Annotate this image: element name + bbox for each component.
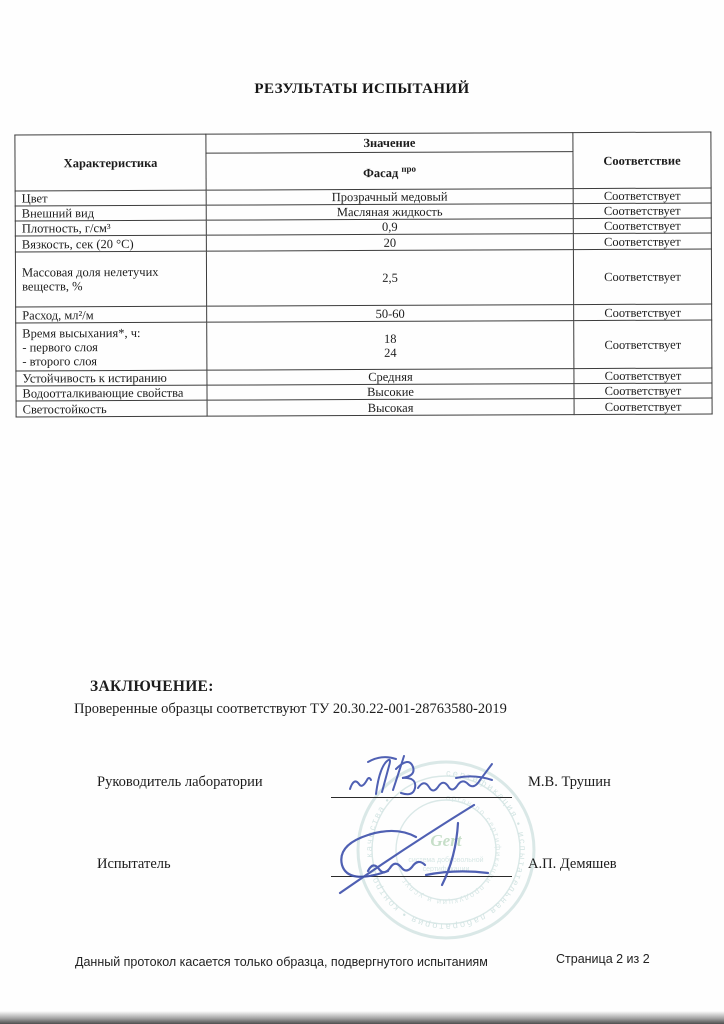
results-table: [14, 131, 712, 417]
signature-ink-tester: [326, 795, 506, 900]
svg-text:система добровольной: система добровольной: [408, 857, 484, 864]
cell-value: 18 24: [207, 321, 574, 371]
table-row: [15, 249, 711, 307]
product-name: Фасад: [363, 165, 399, 181]
cell-characteristic: Вязкость, сек (20 °С): [15, 235, 206, 252]
cell-compliance: Соответствует: [574, 383, 712, 399]
col-header-product: [206, 152, 573, 191]
cell-value: 0,9: [206, 219, 573, 236]
svg-text:сертификация • испытательная л: сертификация • испытательная лаборатория • контроль качества •: [363, 767, 528, 933]
svg-text:сертификации: сертификации: [422, 866, 470, 873]
cell-value: Средняя: [207, 369, 574, 386]
cell-characteristic: Водоотталкивающие свойства: [16, 385, 207, 401]
cell-compliance: Соответствует: [574, 398, 712, 415]
svg-text:орган по сертификации продукци: орган по сертификации продукции и услуг: [398, 792, 504, 908]
cell-value: Высокие: [207, 384, 574, 401]
footer-note: Данный протокол касается только образца, подвергнутого испытаниям: [75, 955, 488, 969]
signature-name-tester: А.П. Демяшев: [528, 856, 617, 872]
product-name-superscript: про: [401, 163, 417, 174]
cell-compliance: Соответствует: [574, 368, 712, 384]
cell-characteristic: Устойчивость к истиранию: [16, 370, 207, 386]
results-table-body: [15, 188, 712, 417]
cell-compliance: Соответствует: [573, 233, 711, 250]
cell-compliance: Соответствует: [574, 304, 712, 321]
signature-name-lab-head: М.В. Трушин: [528, 774, 611, 790]
cell-compliance: Соответствует: [573, 249, 711, 305]
page-indicator: Страница 2 из 2: [556, 952, 650, 966]
conclusion-heading: ЗАКЛЮЧЕНИЕ:: [90, 678, 214, 695]
cell-characteristic: Светостойкость: [16, 400, 207, 417]
cell-characteristic: Массовая доля нелетучих веществ, %: [15, 251, 206, 307]
cell-compliance: Соответствует: [573, 218, 711, 234]
table-row: [16, 398, 712, 417]
table-header-row-1: [15, 132, 711, 154]
cell-compliance: Соответствует: [573, 203, 711, 219]
stamp-center-text: Gert: [430, 831, 462, 850]
cell-characteristic: Расход, мл²/м: [16, 306, 207, 323]
cell-characteristic: Цвет: [15, 190, 206, 206]
signature-role-tester: Испытатель: [97, 856, 171, 872]
cell-value: Высокая: [207, 399, 574, 417]
col-header-compliance: Соответствие: [573, 132, 711, 189]
cell-value: Масляная жидкость: [206, 204, 573, 221]
page-title: РЕЗУЛЬТАТЫ ИСПЫТАНИЙ: [254, 81, 470, 97]
conclusion-text: Проверенные образцы соответствуют ТУ 20.30.22-001-28763580-2019: [74, 701, 507, 717]
cell-value: 50-60: [207, 305, 574, 323]
cell-characteristic: Внешний вид: [15, 205, 206, 221]
cell-value: 20: [206, 234, 573, 252]
cell-compliance: Соответствует: [573, 188, 711, 204]
cell-value: Прозрачный медовый: [206, 189, 573, 206]
col-header-value-group: Значение: [206, 133, 573, 154]
cell-value: 2,5: [206, 250, 573, 307]
cell-characteristic: Плотность, г/см³: [15, 220, 206, 236]
col-header-characteristic: Характеристика: [15, 134, 206, 191]
table-row: [16, 320, 712, 371]
cell-characteristic: Время высыхания*, ч: - первого слоя - второго слоя: [16, 322, 207, 371]
cell-compliance: Соответствует: [574, 320, 712, 369]
signature-role-lab-head: Руководитель лаборатории: [97, 774, 263, 790]
scan-bottom-edge: [0, 1011, 724, 1024]
